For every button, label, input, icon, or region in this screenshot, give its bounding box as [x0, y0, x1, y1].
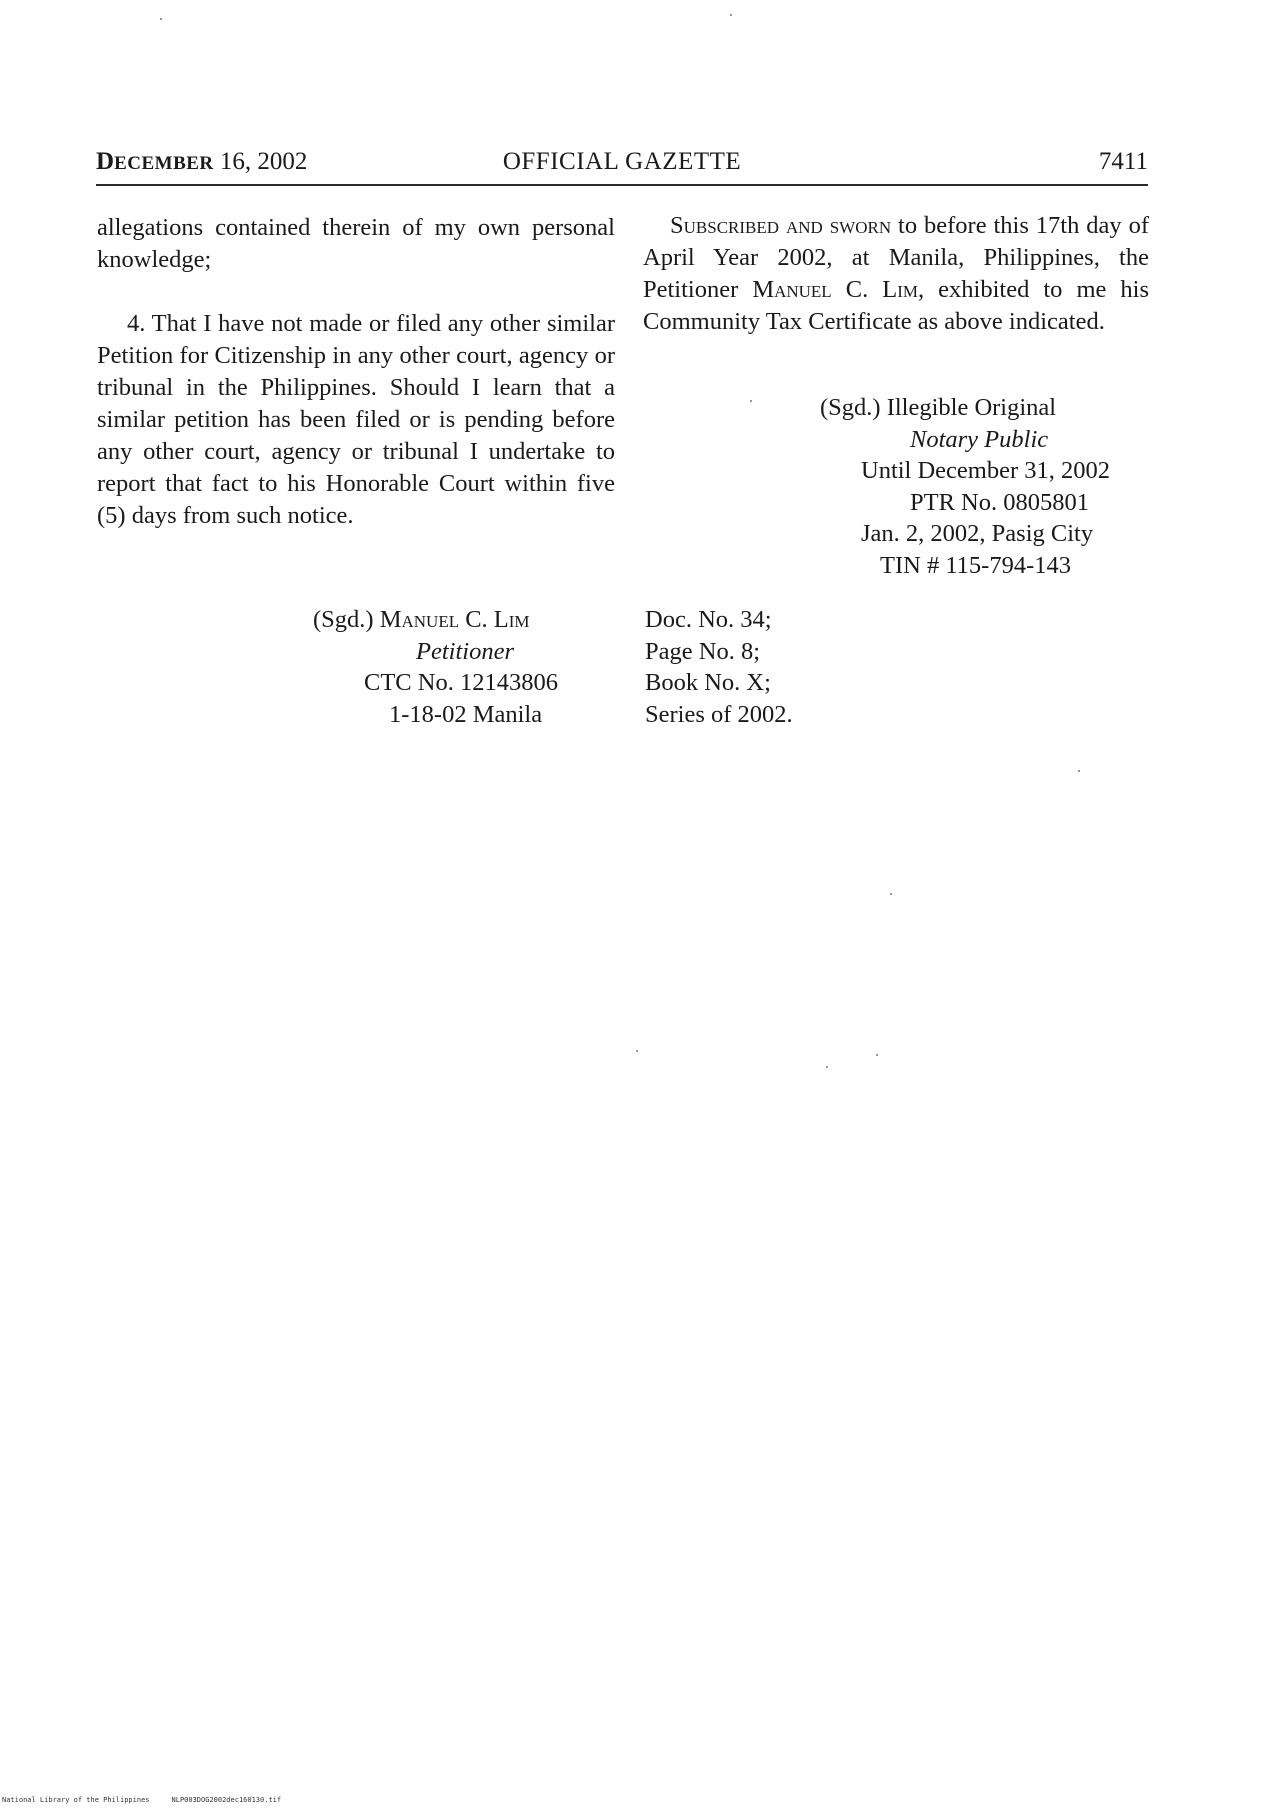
notary-ptr: PTR No. 0805801 [910, 488, 1090, 516]
scan-speck [750, 400, 752, 402]
page-number: 7411 [1098, 148, 1148, 175]
undertaking-paragraph: 4. That I have not made or filed any other similar Petition for Citizenship in any other court, agency or tribunal in the Philippines. Should I learn that a similar petition has been filed or is pending before any other court, agency or tribunal I undertake to report that fact to his Honorable Court within five (5) days from such notice. [97, 310, 615, 529]
series-year: Series of 2002. [645, 700, 793, 728]
left-column [97, 212, 615, 532]
notary-tin: TIN # 115-794-143 [880, 551, 1071, 579]
scan-speck [1078, 770, 1080, 772]
right-column [643, 210, 1149, 338]
allegations-paragraph: allegations contained therein of my own personal knowledge; [97, 214, 615, 273]
scan-speck [730, 14, 732, 16]
notary-block [780, 392, 1111, 581]
footer-library: National Library of the Philippines [2, 1796, 150, 1804]
page-number-entry: Page No. 8; [645, 637, 760, 665]
scan-speck [826, 1066, 828, 1068]
doc-info-block [645, 604, 905, 730]
jurat-paragraph: Subscribed and sworn to before this 17th day of April Year 2002, at Manila, Philippines, the Petitioner Manuel C. Lim, exhibited to me his Community Tax Certificate as above indicated. [643, 212, 1150, 335]
footer-file: NLP003DOG2002dec160130.tif [171, 1796, 282, 1804]
petitioner-name: Manuel C. Lim [379, 606, 530, 633]
header-rule [96, 184, 1148, 186]
notary-signature: (Sgd.) Illegible Original [820, 394, 1057, 421]
scan-footer [2, 1796, 303, 1804]
notary-title: Notary Public [910, 425, 1049, 453]
subscribed-label: Subscribed and sworn [670, 212, 892, 239]
notary-ptr-date: Jan. 2, 2002, Pasig City [861, 520, 1094, 547]
scan-speck [636, 1050, 638, 1052]
petitioner-signature-block [313, 604, 603, 730]
petitioner-role: Petitioner [416, 637, 514, 665]
scan-speck [876, 1054, 878, 1056]
petitioner-signature: (Sgd.) Manuel C. Lim [313, 606, 530, 633]
header-date: DECEMBER 16, 2002 [96, 148, 308, 175]
petitioner-ctc-date: 1-18-02 Manila [389, 700, 543, 728]
doc-number: Doc. No. 34; [645, 606, 772, 633]
page-header [96, 142, 1148, 182]
publication-title: OFFICIAL GAZETTE [502, 148, 742, 175]
notary-until: Until December 31, 2002 [861, 457, 1111, 484]
book-number: Book No. X; [645, 669, 771, 696]
scan-speck [890, 893, 892, 895]
petitioner-ctc: CTC No. 12143806 [364, 669, 558, 696]
scan-speck [160, 18, 162, 20]
petitioner-name-inline: Manuel C. Lim, [752, 276, 925, 303]
